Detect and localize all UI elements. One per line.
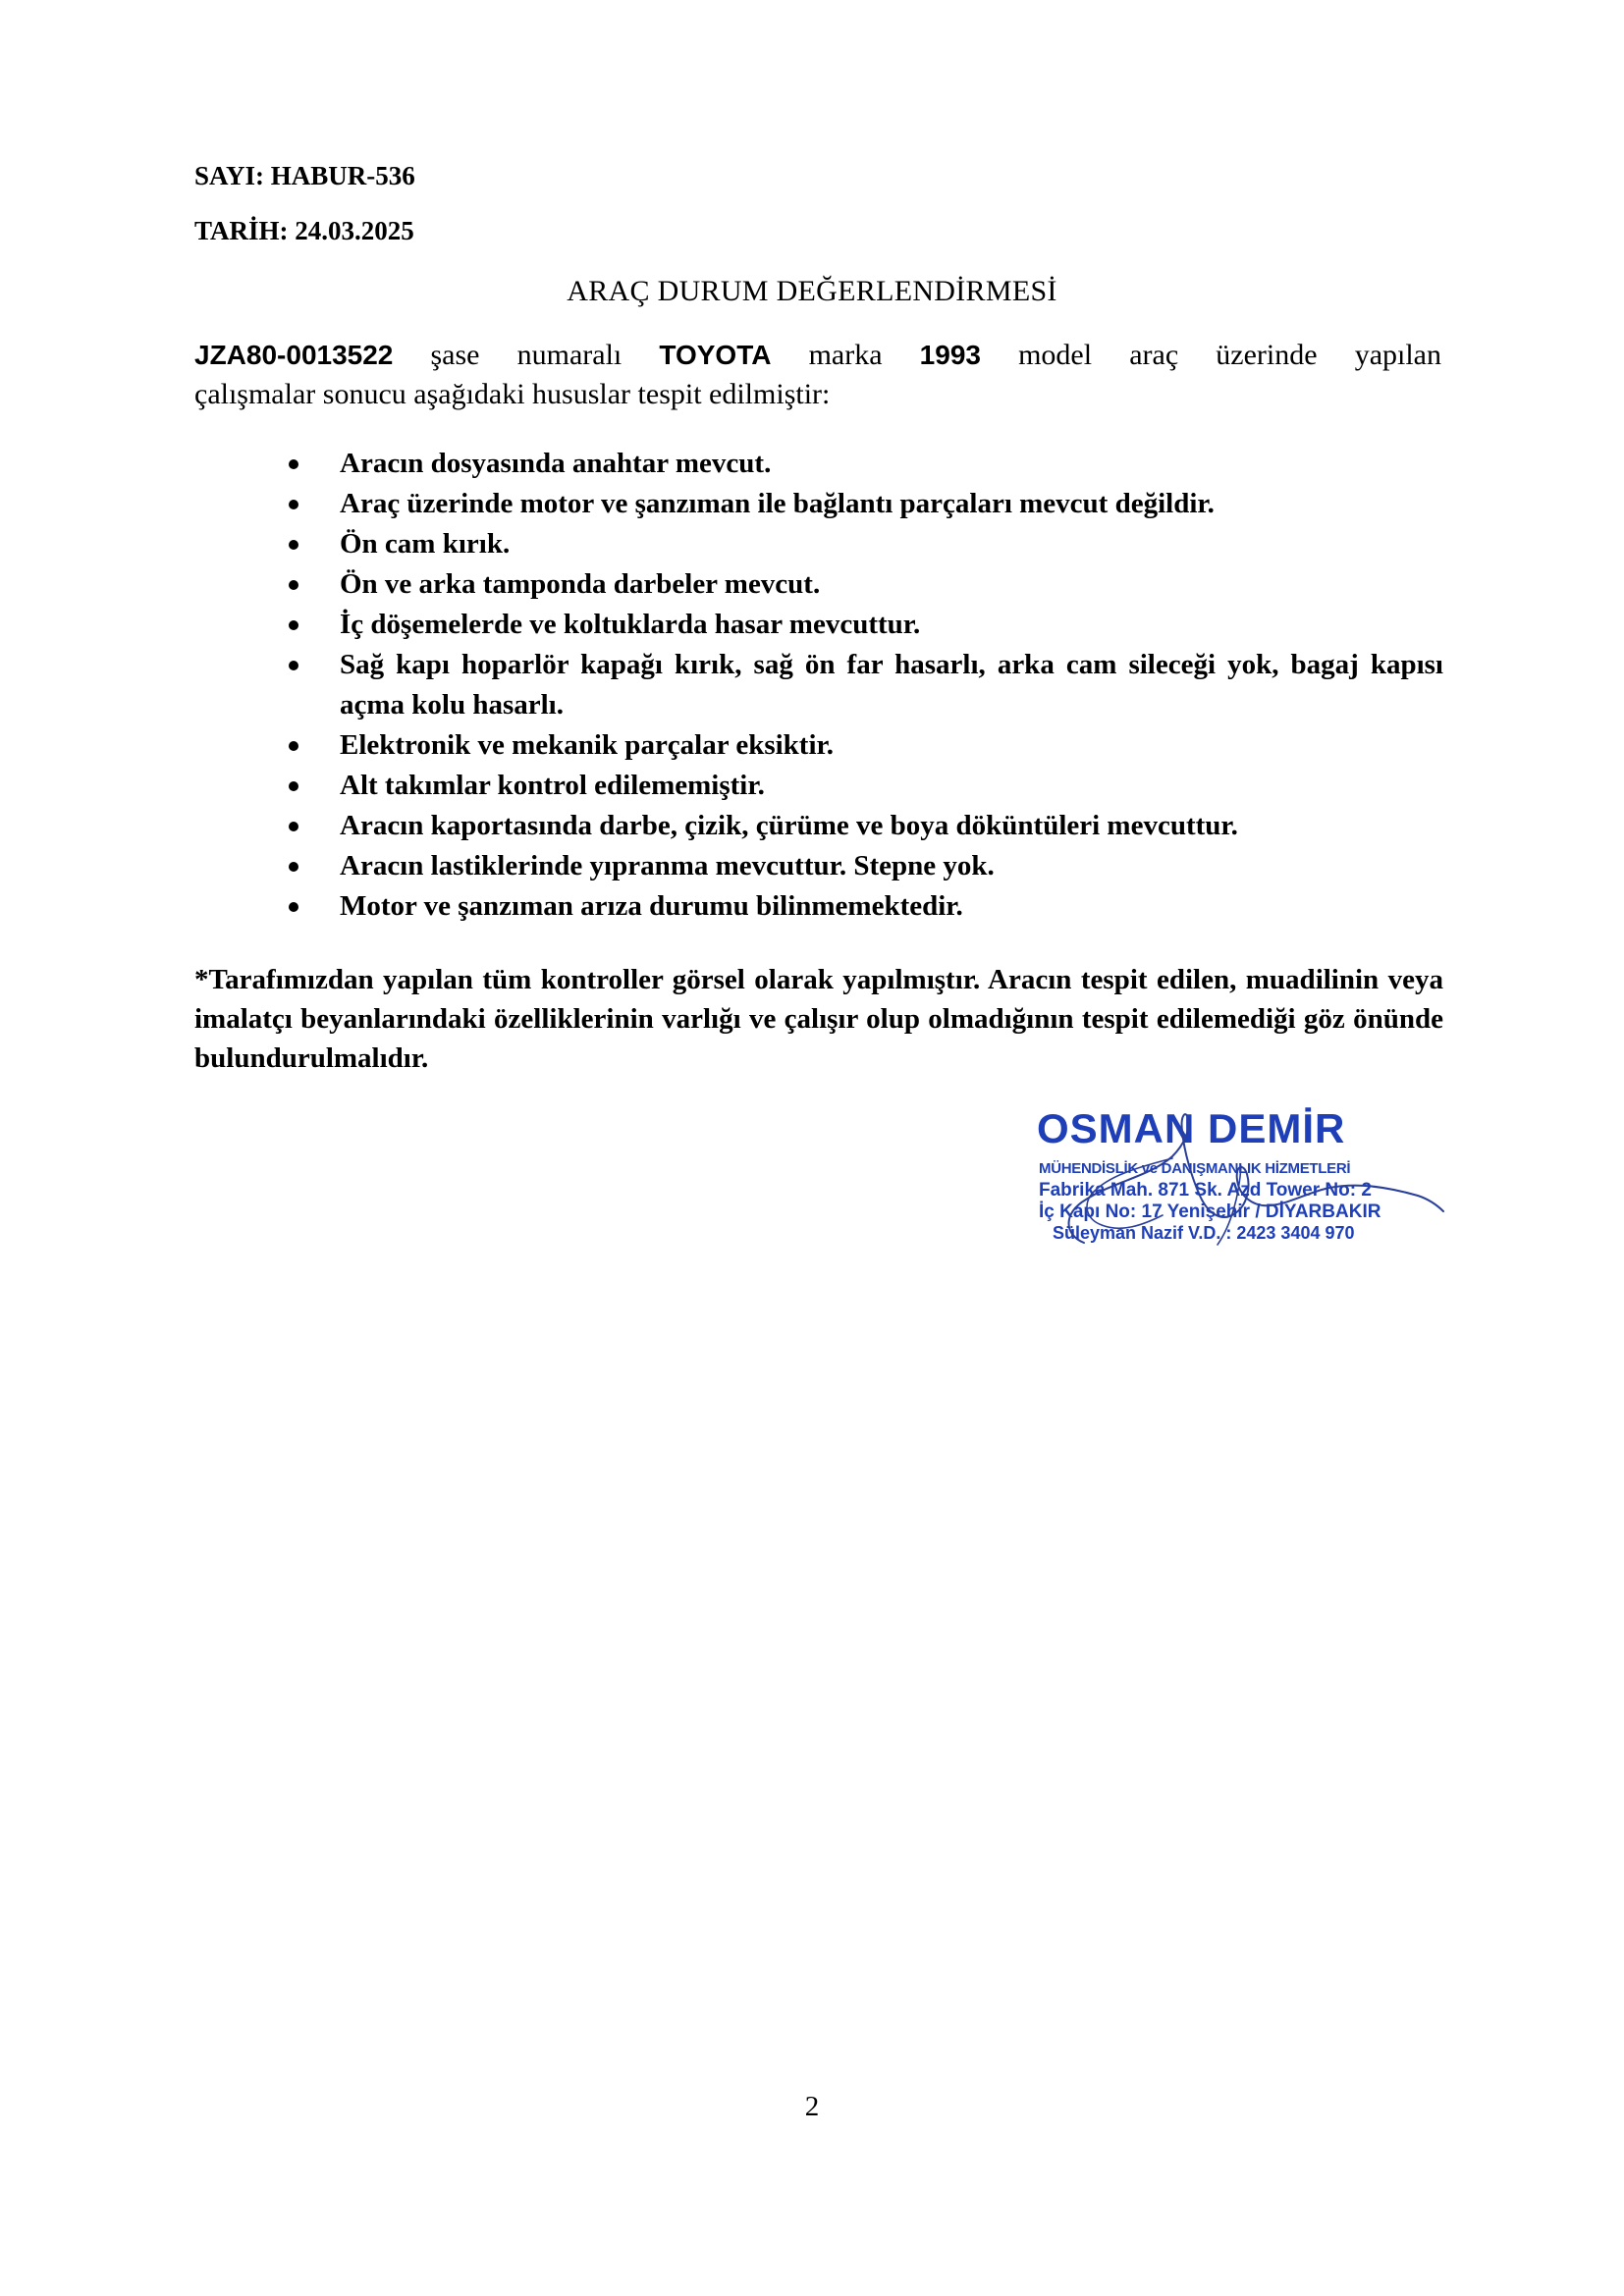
finding-item bbox=[289, 766, 1443, 806]
intro-word: numaralı bbox=[516, 339, 623, 371]
bullet-icon bbox=[289, 725, 340, 766]
signature-icon bbox=[1025, 1097, 1447, 1264]
finding-item bbox=[289, 444, 1443, 484]
stamp-line-2: Fabrika Mah. 871 Sk. Azd Tower No: 2 bbox=[1039, 1180, 1372, 1201]
bullet-icon bbox=[289, 524, 340, 564]
bullet-icon bbox=[289, 806, 340, 846]
finding-text: Motor ve şanzıman arıza durumu bilinmemektedir. bbox=[340, 890, 963, 922]
intro-line-2: çalışmalar sonucu aşağıdaki hususlar tespit edilmiştir: bbox=[194, 378, 831, 410]
document-title: ARAÇ DURUM DEĞERLENDİRMESİ bbox=[567, 275, 1057, 307]
finding-item bbox=[289, 846, 1443, 886]
bullet-icon bbox=[289, 484, 340, 524]
finding-text: Aracın lastiklerinde yıpranma mevcuttur. Stepne yok. bbox=[340, 850, 995, 881]
finding-item bbox=[289, 524, 1443, 564]
intro-word: yapılan bbox=[1354, 339, 1441, 371]
vehicle-year: 1993 bbox=[919, 340, 981, 370]
findings-list bbox=[340, 444, 1443, 927]
document-date: TARİH: 24.03.2025 bbox=[194, 216, 414, 245]
intro-word: şase bbox=[430, 339, 480, 371]
finding-item bbox=[289, 605, 1443, 645]
stamp-line-3: İç Kapı No: 17 Yenişehir / DİYARBAKIR bbox=[1039, 1201, 1381, 1222]
intro-line-1 bbox=[194, 336, 1441, 375]
intro-word: araç bbox=[1129, 339, 1179, 371]
page-number: 2 bbox=[804, 2091, 820, 2122]
company-stamp bbox=[1025, 1097, 1447, 1264]
finding-text: Aracın kaportasında darbe, çizik, çürüme ve boya döküntüleri mevcuttur. bbox=[340, 810, 1238, 841]
intro-word: üzerinde bbox=[1216, 339, 1318, 371]
finding-text: Aracın dosyasında anahtar mevcut. bbox=[340, 448, 772, 479]
bullet-icon bbox=[289, 605, 340, 645]
stamp-line-4: Süleyman Nazif V.D. : 2423 3404 970 bbox=[1053, 1223, 1355, 1243]
intro-paragraph bbox=[194, 336, 1441, 414]
finding-text: İç döşemelerde ve koltuklarda hasar mevcuttur. bbox=[340, 609, 921, 640]
finding-item bbox=[289, 886, 1443, 927]
finding-text: Ön cam kırık. bbox=[340, 528, 511, 560]
stamp-name: OSMAN DEMİR bbox=[1037, 1105, 1346, 1151]
stamp-line-1: MÜHENDİSLİK ve DANIŞMANLIK HİZMETLERİ bbox=[1039, 1160, 1351, 1177]
document-number: SAYI: HABUR-536 bbox=[194, 161, 415, 190]
finding-text: Alt takımlar kontrol edilememiştir. bbox=[340, 770, 765, 801]
finding-item bbox=[289, 725, 1443, 766]
vehicle-brand: TOYOTA bbox=[659, 340, 772, 370]
finding-text: Sağ kapı hoparlör kapağı kırık, sağ ön far hasarlı, arka cam sileceği yok, bagaj kapısı açma kolu hasarlı. bbox=[340, 649, 1443, 721]
finding-text: Araç üzerinde motor ve şanzıman ile bağlantı parçaları mevcut değildir. bbox=[340, 488, 1215, 519]
finding-item bbox=[289, 564, 1443, 605]
bullet-icon bbox=[289, 564, 340, 605]
finding-item bbox=[289, 806, 1443, 846]
finding-text: Elektronik ve mekanik parçalar eksiktir. bbox=[340, 729, 834, 761]
bullet-icon bbox=[289, 645, 340, 685]
finding-text: Ön ve arka tamponda darbeler mevcut. bbox=[340, 568, 821, 600]
intro-word: model bbox=[1018, 339, 1093, 371]
finding-item bbox=[289, 645, 1443, 725]
chassis-number: JZA80-0013522 bbox=[194, 340, 394, 370]
finding-item bbox=[289, 484, 1443, 524]
bullet-icon bbox=[289, 886, 340, 927]
bullet-icon bbox=[289, 846, 340, 886]
intro-word: marka bbox=[808, 339, 883, 371]
disclaimer-note: *Tarafımızdan yapılan tüm kontroller görsel olarak yapılmıştır. Aracın tespit edilen, muadilinin veya imalatçı beyanlarındaki özelliklerinin varlığı ve çalışır olup olmadığının tespit edilemediği göz önünde bulundurulmalıdır. bbox=[194, 964, 1443, 1074]
bullet-icon bbox=[289, 766, 340, 806]
bullet-icon bbox=[289, 444, 340, 484]
